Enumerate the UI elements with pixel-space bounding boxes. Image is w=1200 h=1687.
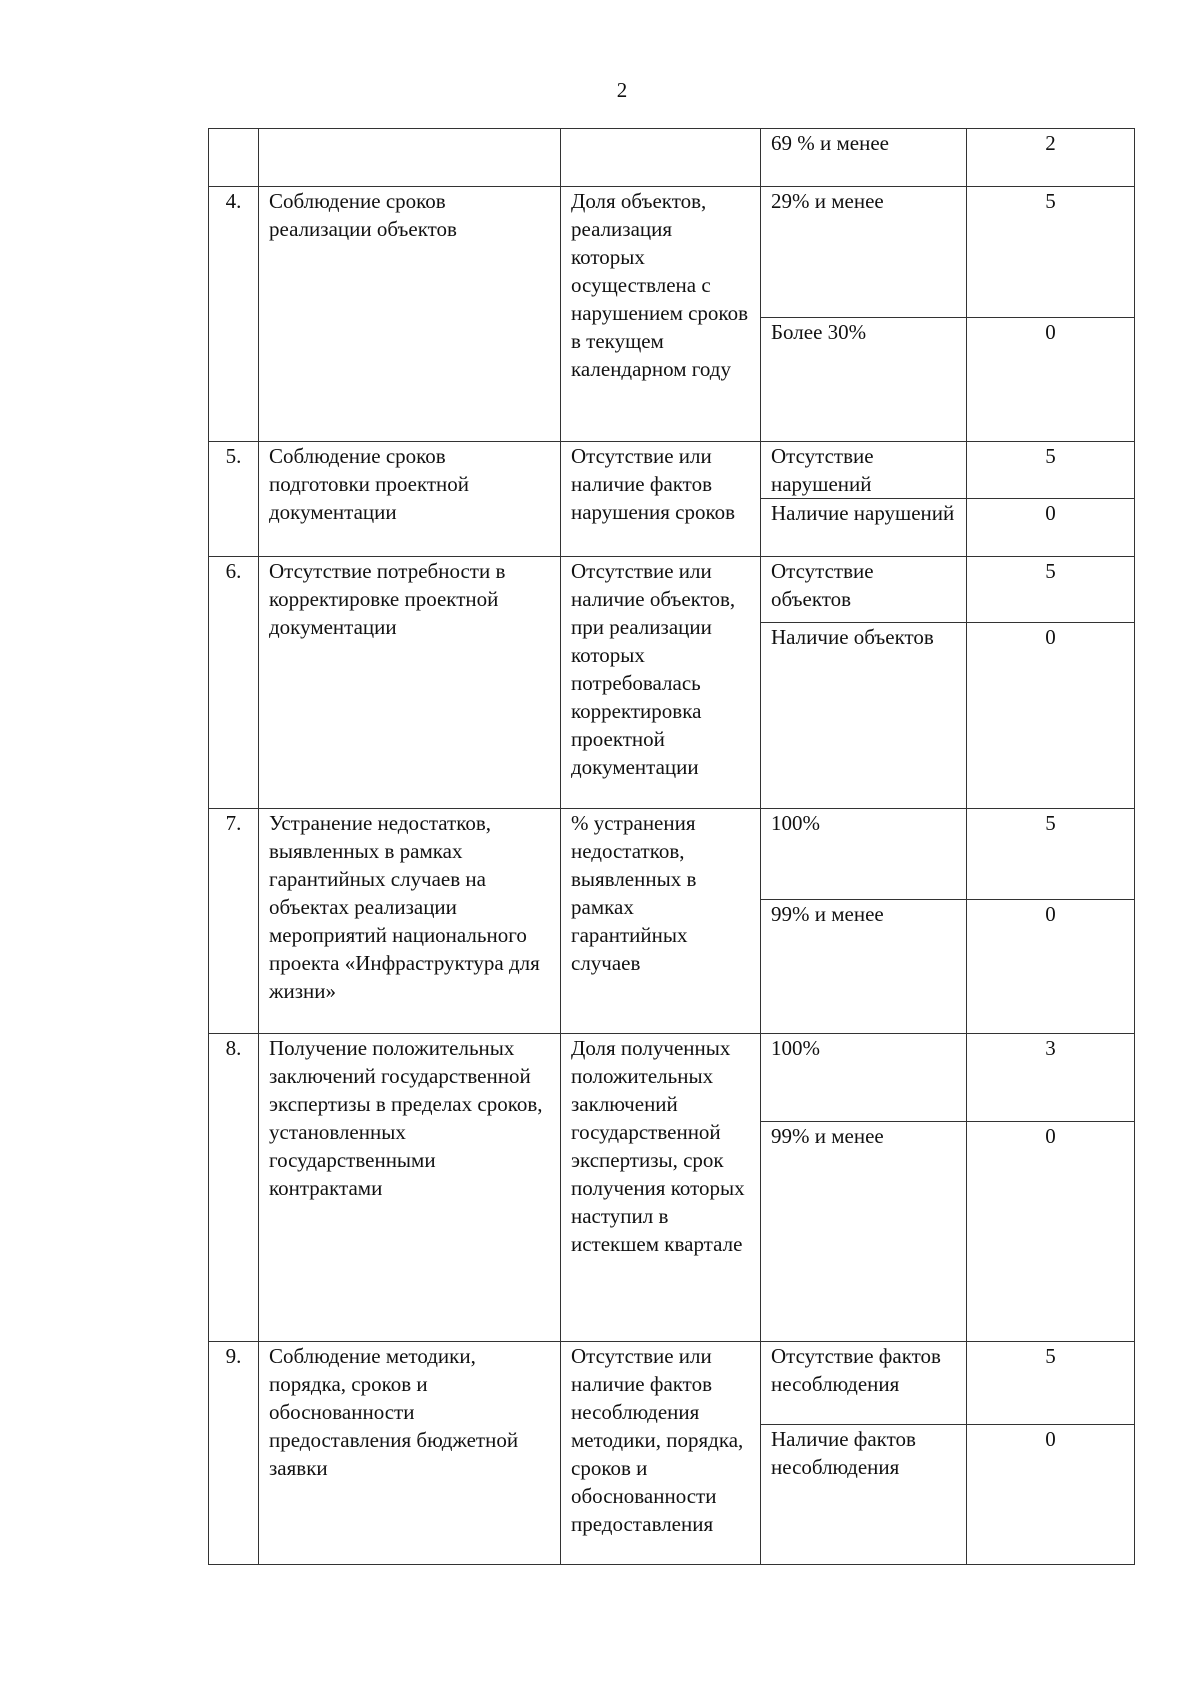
score-cell: 2 [967,129,1135,187]
table-row [209,557,1135,623]
level-cell: 100% [761,809,967,900]
table-row [209,129,1135,187]
criterion-cell [259,129,561,187]
row-number: 8. [209,1034,259,1342]
criterion-cell: Устранение недостатков, выявленных в рамках гарантийных случаев на объектах реализации мероприятий национального проекта «Инфраструктура для жизни» [259,809,561,1034]
level-cell: Отсутствие фактов несоблюдения [761,1342,967,1425]
row-number: 4. [209,187,259,442]
score-cell: 0 [967,1122,1135,1342]
row-number: 6. [209,557,259,809]
level-cell: 99% и менее [761,1122,967,1342]
indicator-cell: % устранения недостатков, выявленных в рамках гарантийных случаев [561,809,761,1034]
row-number [209,129,259,187]
level-cell: Отсутствие нарушений [761,442,967,499]
indicator-cell: Доля объектов, реализация которых осуществлена с нарушением сроков в текущем календарном году [561,187,761,442]
row-number: 5. [209,442,259,557]
level-cell: Более 30% [761,318,967,442]
table-row [209,809,1135,900]
table-row [209,187,1135,318]
row-number: 7. [209,809,259,1034]
score-cell: 5 [967,1342,1135,1425]
score-cell: 0 [967,1425,1135,1565]
score-cell: 0 [967,499,1135,557]
table-row [209,1342,1135,1425]
level-cell: Наличие фактов несоблюдения [761,1425,967,1565]
score-cell: 0 [967,900,1135,1034]
level-cell: Отсутствие объектов [761,557,967,623]
score-cell: 5 [967,809,1135,900]
score-cell: 5 [967,187,1135,318]
level-cell: Наличие нарушений [761,499,967,557]
criterion-cell: Соблюдение сроков подготовки проектной документации [259,442,561,557]
level-cell: Наличие объектов [761,623,967,809]
indicator-cell: Отсутствие или наличие объектов, при реализации которых потребовалась корректировка проектной документации [561,557,761,809]
score-cell: 5 [967,442,1135,499]
level-cell: 69 % и менее [761,129,967,187]
level-cell: 99% и менее [761,900,967,1034]
table-row [209,1034,1135,1122]
score-cell: 3 [967,1034,1135,1122]
indicator-cell: Доля полученных положительных заключений государственной экспертизы, срок получения которых наступил в истекшем квартале [561,1034,761,1342]
criterion-cell: Отсутствие потребности в корректировке проектной документации [259,557,561,809]
criteria-table [208,128,1135,1565]
row-number: 9. [209,1342,259,1565]
score-cell: 5 [967,557,1135,623]
score-cell: 0 [967,623,1135,809]
criterion-cell: Соблюдение методики, порядка, сроков и обоснованности предоставления бюджетной заявки [259,1342,561,1565]
criterion-cell: Получение положительных заключений государственной экспертизы в пределах сроков, установленных государственными контрактами [259,1034,561,1342]
indicator-cell: Отсутствие или наличие фактов нарушения сроков [561,442,761,557]
indicator-cell: Отсутствие или наличие фактов несоблюдения методики, порядка, сроков и обоснованности предоставления [561,1342,761,1565]
level-cell: 29% и менее [761,187,967,318]
table-row [209,442,1135,499]
criterion-cell: Соблюдение сроков реализации объектов [259,187,561,442]
indicator-cell [561,129,761,187]
level-cell: 100% [761,1034,967,1122]
score-cell: 0 [967,318,1135,442]
page-number: 2 [616,78,628,102]
